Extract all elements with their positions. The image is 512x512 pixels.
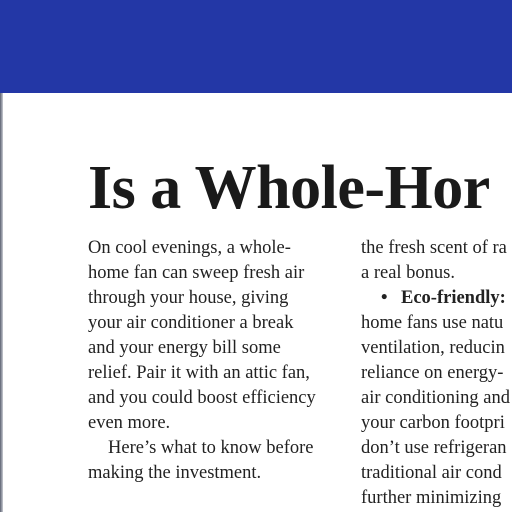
bullet-lead-text: Eco-friendly: <box>401 288 506 308</box>
body-text-line: home fans use natu <box>361 313 504 333</box>
body-text-line: and you could boost efficiency <box>88 388 316 408</box>
body-text-line: making the investment. <box>88 463 262 483</box>
body-text-line: air conditioning and <box>361 388 510 408</box>
body-text-line: don’t use refrigeran <box>361 438 507 458</box>
bullet-icon: • <box>381 288 388 308</box>
body-text-line: relief. Pair it with an attic fan, <box>88 363 310 383</box>
body-text-line: and your energy bill some <box>88 338 281 358</box>
body-text-line: Here’s what to know before <box>108 438 314 458</box>
body-text-line: your air conditioner a break <box>88 313 294 333</box>
body-text-line: the fresh scent of ra <box>361 238 507 258</box>
body-text-line: your carbon footpri <box>361 413 505 433</box>
body-text-line: a real bonus. <box>361 263 456 283</box>
body-text-line: even more. <box>88 413 171 433</box>
body-text-line: further minimizing <box>361 488 502 508</box>
bullet-item <box>361 286 512 311</box>
body-text-line: On cool evenings, a whole- <box>88 238 291 258</box>
body-text-line: home fan can sweep fresh air <box>88 263 305 283</box>
top-color-banner <box>0 0 512 93</box>
article-headline: Is a Whole-Hor <box>88 154 490 222</box>
body-text-line: ventilation, reducin <box>361 338 505 358</box>
page-edge-shadow <box>0 93 3 512</box>
left-text-column <box>88 236 338 486</box>
body-text-line: reliance on energy- <box>361 363 504 383</box>
right-text-column <box>361 236 512 511</box>
body-text-line: through your house, giving <box>88 288 289 308</box>
body-text-line: traditional air cond <box>361 463 502 483</box>
